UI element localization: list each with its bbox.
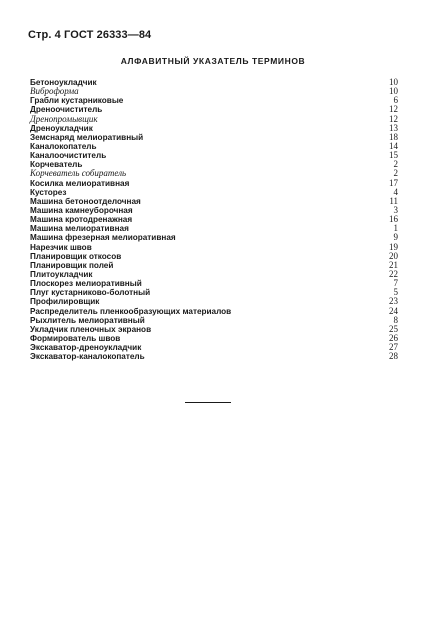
index-term: Грабли кустарниковые xyxy=(30,96,124,106)
index-term-number: 3 xyxy=(393,204,398,215)
index-term-number: 12 xyxy=(389,104,398,115)
index-term: Машина фрезерная мелиоративная xyxy=(30,233,176,243)
index-term-number: 21 xyxy=(389,259,398,270)
index-term: Плоскорез мелиоративный xyxy=(30,279,142,289)
index-entry xyxy=(30,188,398,197)
index-term: Укладчик пленочных экранов xyxy=(30,324,152,334)
index-term-number: 10 xyxy=(389,86,398,97)
index-entry xyxy=(30,288,398,297)
index-term-number: 2 xyxy=(393,159,398,170)
index-entry xyxy=(30,96,398,105)
index-term: Машина кротодренажная xyxy=(30,215,133,225)
term-index-list xyxy=(30,78,398,361)
index-entry xyxy=(30,270,398,279)
index-term: Экскаватор-каналокопатель xyxy=(30,352,145,362)
index-entry xyxy=(30,206,398,215)
index-entry xyxy=(30,124,398,133)
index-entry xyxy=(30,243,398,252)
index-entry xyxy=(30,325,398,334)
index-term-number: 17 xyxy=(389,177,398,188)
index-entry xyxy=(30,197,398,206)
index-term-number: 11 xyxy=(389,195,398,206)
index-entry xyxy=(30,307,398,316)
index-term: Машина камнеуборочная xyxy=(30,205,133,215)
index-term: Виброформа xyxy=(30,86,79,97)
index-entry xyxy=(30,343,398,352)
index-entry xyxy=(30,115,398,124)
index-term-number: 12 xyxy=(389,113,398,124)
index-term-number: 26 xyxy=(389,332,398,343)
index-term: Земснаряд мелиоративный xyxy=(30,132,144,142)
index-term-number: 7 xyxy=(393,278,398,289)
index-entry xyxy=(30,352,398,361)
index-term: Формирователь швов xyxy=(30,333,121,343)
index-term: Корчеватель xyxy=(30,160,83,170)
index-entry xyxy=(30,169,398,178)
page-title: АЛФАВИТНЫЙ УКАЗАТЕЛЬ ТЕРМИНОВ xyxy=(120,56,306,66)
index-term-number: 1 xyxy=(393,223,398,234)
index-entry xyxy=(30,78,398,87)
index-term: Машина бетоноотделочная xyxy=(30,196,141,206)
index-term-number: 8 xyxy=(393,314,398,325)
index-term-number: 23 xyxy=(389,296,398,307)
index-entry xyxy=(30,142,398,151)
index-term: Машина мелиоративная xyxy=(30,224,129,234)
index-term-number: 18 xyxy=(389,131,398,142)
index-term: Дреноочиститель xyxy=(30,105,103,115)
index-term: Дренопромывщик xyxy=(30,113,98,124)
index-term-number: 24 xyxy=(389,305,398,316)
index-entry xyxy=(30,179,398,188)
index-term: Бетоноукладчик xyxy=(30,78,97,87)
index-term: Распределитель пленкообразующих материалов xyxy=(30,306,232,316)
index-term-number: 28 xyxy=(389,351,398,362)
index-term-number: 19 xyxy=(389,241,398,252)
index-term-number: 14 xyxy=(389,140,398,151)
index-term-number: 27 xyxy=(389,342,398,353)
index-entry xyxy=(30,233,398,242)
index-term: Нарезчик швов xyxy=(30,242,92,252)
index-term: Плуг кустарниково-болотный xyxy=(30,288,151,298)
index-entry xyxy=(30,151,398,160)
index-term: Экскаватор-дреноукладчик xyxy=(30,343,142,353)
index-term-number: 6 xyxy=(393,95,398,106)
index-term: Рыхлитель мелиоративный xyxy=(30,315,145,325)
index-term-number: 15 xyxy=(389,150,398,161)
divider-rule xyxy=(185,402,231,403)
index-term: Каналокопатель xyxy=(30,141,97,151)
index-term: Каналоочиститель xyxy=(30,151,107,161)
index-entry xyxy=(30,215,398,224)
index-entry xyxy=(30,297,398,306)
index-entry xyxy=(30,252,398,261)
index-term-number: 22 xyxy=(389,268,398,279)
index-entry xyxy=(30,334,398,343)
index-term-number: 16 xyxy=(389,214,398,225)
index-entry xyxy=(30,133,398,142)
index-entry xyxy=(30,316,398,325)
index-term-number: 20 xyxy=(389,250,398,261)
index-term: Косилка мелиоративная xyxy=(30,178,130,188)
index-term-number: 13 xyxy=(389,122,398,133)
index-term: Дреноукладчик xyxy=(30,123,93,133)
index-entry xyxy=(30,279,398,288)
index-entry xyxy=(30,261,398,270)
index-term: Кусторез xyxy=(30,187,67,197)
index-term-number: 4 xyxy=(393,186,398,197)
index-term-number: 2 xyxy=(393,168,398,179)
index-term-number: 5 xyxy=(393,287,398,298)
index-term: Профилировщик xyxy=(30,297,100,307)
index-term: Корчеватель собиратель xyxy=(30,168,127,179)
index-term-number: 9 xyxy=(393,232,398,243)
index-entry xyxy=(30,224,398,233)
index-term-number: 10 xyxy=(389,77,398,87)
index-term: Плитоукладчик xyxy=(30,269,93,279)
index-term: Планировщик откосов xyxy=(30,251,122,261)
index-term: Планировщик полей xyxy=(30,260,114,270)
page-header: Стр. 4 ГОСТ 26333—84 xyxy=(28,29,152,41)
index-entry xyxy=(30,87,398,96)
index-term-number: 25 xyxy=(389,323,398,334)
